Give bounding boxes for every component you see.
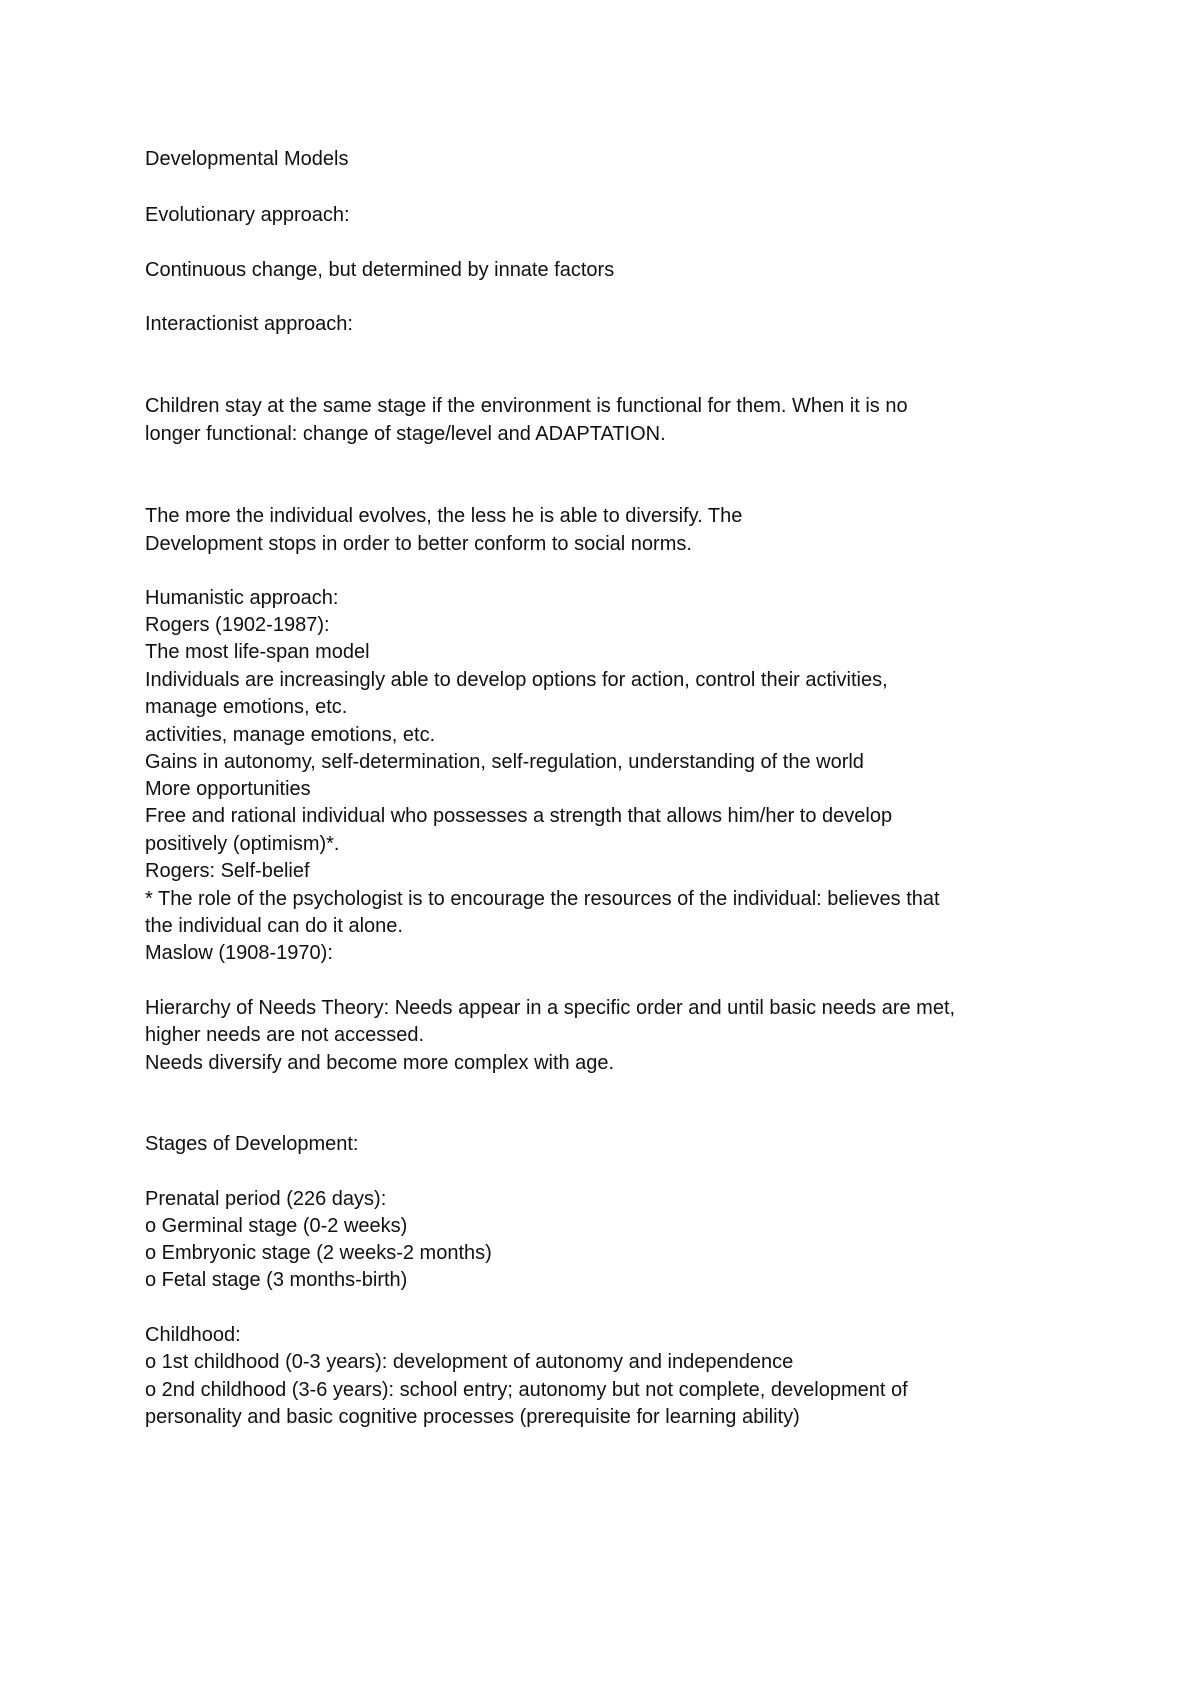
interactionist-paragraph-line: longer functional: change of stage/level and ADAPTATION.: [145, 423, 666, 445]
humanistic-line: Individuals are increasingly able to develop options for action, control their activities,: [145, 669, 888, 691]
stages-heading: Stages of Development:: [145, 1133, 359, 1155]
humanistic-heading: Humanistic approach:: [145, 587, 339, 609]
prenatal-line: o Embryonic stage (2 weeks-2 months): [145, 1242, 492, 1264]
humanistic-line: the individual can do it alone.: [145, 915, 403, 937]
humanistic-line: * The role of the psychologist is to encourage the resources of the individual: believes that: [145, 888, 940, 910]
maslow-line: higher needs are not accessed.: [145, 1024, 425, 1046]
childhood-line: o 2nd childhood (3-6 years): school entry; autonomy but not complete, development of: [145, 1379, 908, 1401]
interactionist-heading: Interactionist approach:: [145, 313, 353, 335]
humanistic-line: manage emotions, etc.: [145, 696, 348, 718]
humanistic-line: Maslow (1908-1970):: [145, 942, 333, 964]
humanistic-line: Rogers (1902-1987):: [145, 614, 330, 636]
humanistic-line: Gains in autonomy, self-determination, self-regulation, understanding of the world: [145, 751, 864, 773]
maslow-line: Hierarchy of Needs Theory: Needs appear in a specific order and until basic needs are met,: [145, 997, 956, 1019]
evolutionary-heading: Evolutionary approach:: [145, 204, 350, 226]
humanistic-line: positively (optimism)*.: [145, 833, 340, 855]
document-title: Developmental Models: [145, 148, 349, 170]
humanistic-line: activities, manage emotions, etc.: [145, 724, 436, 746]
maslow-line: Needs diversify and become more complex with age.: [145, 1052, 615, 1074]
humanistic-line: Rogers: Self-belief: [145, 860, 310, 882]
humanistic-line: Free and rational individual who possesses a strength that allows him/her to develop: [145, 805, 893, 827]
humanistic-line: The most life-span model: [145, 641, 370, 663]
childhood-line: o 1st childhood (0-3 years): development of autonomy and independence: [145, 1351, 794, 1373]
interactionist-paragraph-line: Children stay at the same stage if the environment is functional for them. When it is no: [145, 395, 908, 417]
prenatal-line: o Germinal stage (0-2 weeks): [145, 1215, 408, 1237]
humanistic-line: More opportunities: [145, 778, 311, 800]
childhood-line: personality and basic cognitive processes (prerequisite for learning ability): [145, 1406, 800, 1428]
interactionist-paragraph-line: The more the individual evolves, the less he is able to diversify. The: [145, 505, 743, 527]
prenatal-line: Prenatal period (226 days):: [145, 1188, 387, 1210]
evolutionary-text: Continuous change, but determined by innate factors: [145, 259, 615, 281]
interactionist-paragraph-line: Development stops in order to better conform to social norms.: [145, 533, 692, 555]
childhood-line: Childhood:: [145, 1324, 241, 1346]
prenatal-line: o Fetal stage (3 months-birth): [145, 1269, 408, 1291]
